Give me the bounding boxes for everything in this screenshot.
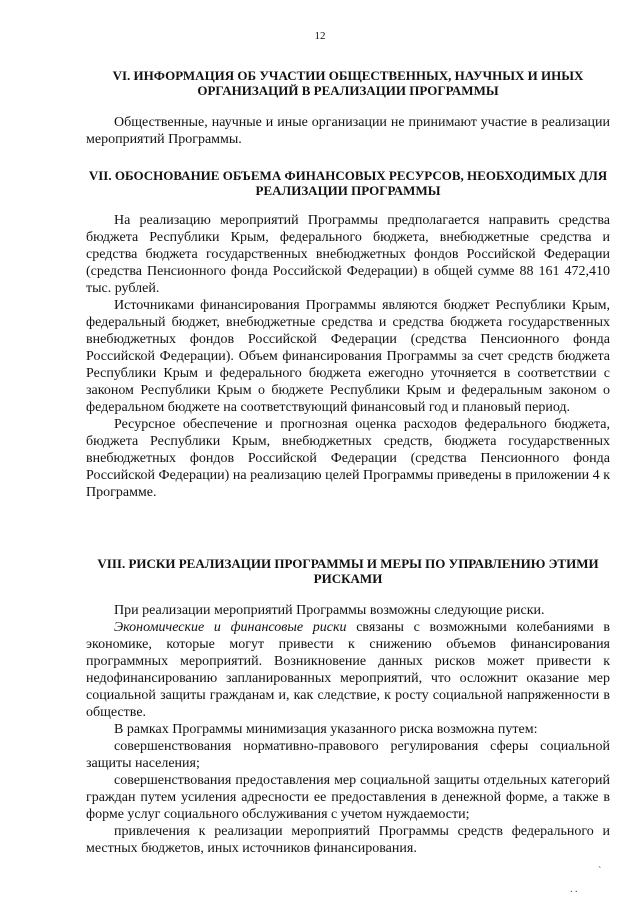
section-7-paragraph-3: Ресурсное обеспечение и прогнозная оценка расходов федерального бюджета, бюджета Республики Крым, внебюджетных средств, бюджета государственных внебюджетных фондов Российской Федерации (средства Пенсионного фонда Российской Федерации) на реализацию целей Программы приведены в приложении 4 к Программе. [86,417,610,500]
risk-description: связаны с возможными колебаниями в экономике, которые могут привести к снижению объемов финансирования программных мероприятий. Возникновение данных рисков может привести к недофинансированию запланированных мероприятий, что осложнит оказание мер социальной защиты гражданам и, как следствие, к росту социальной напряженности в обществе. [86,620,610,720]
section-7-paragraph-1: На реализацию мероприятий Программы предполагается направить средства бюджета Республики Крым, федерального бюджета, внебюджетные средства и средства бюджета государственных внебюджетных фондов Российской Федерации (средства Пенсионного фонда Российской Федерации) в общей сумме 88 161 472,410 тыс. рублей. [86,213,610,296]
section-8-paragraph-4: совершенствования нормативно-правового регулирования сферы социальной защиты населения; [86,739,610,771]
scan-artifact-mark: ˋ [598,866,602,877]
section-8-paragraph-5: совершенствования предоставления мер социальной защиты отдельных категорий граждан путем усиления адресности ее предоставления в денежной форме, а также в форме услуг социального обслуживания с учетом нуждаемости; [86,773,610,822]
section-8-heading: VIII. РИСКИ РЕАЛИЗАЦИИ ПРОГРАММЫ И МЕРЫ ПО УПРАВЛЕНИЮ ЭТИМИ РИСКАМИ [97,556,599,586]
section-7-heading: VII. ОБОСНОВАНИЕ ОБЪЕМА ФИНАНСОВЫХ РЕСУРСОВ, НЕОБХОДИМЫХ ДЛЯ РЕАЛИЗАЦИИ ПРОГРАММЫ [88,168,608,198]
section-8-paragraph-6: привлечения к реализации мероприятий Программы средств федерального и местных бюджетов, иных источников финансирования. [86,824,610,856]
section-7 [86,168,610,501]
section-8-paragraph-3: В рамках Программы минимизация указанного риска возможна путем: [114,722,538,737]
section-8-paragraph-1: При реализации мероприятий Программы возможны следующие риски. [114,603,545,618]
section-8-paragraph-2 [86,619,610,721]
section-7-paragraph-2: Источниками финансирования Программы являются бюджет Республики Крым, федеральный бюджет, внебюджетные средства и средства бюджета государственных внебюджетных фондов Российской Федерации (средства Пенсионного фонда Российской Федерации). Объем финансирования Программы за счет средств бюджета Республики Крым и федерального бюджета ежегодно уточняется в соответствии с законом Республики Крым о бюджете Республики Крым и федеральным законом о федеральном бюджете на соответствующий финансовый год и плановый период. [86,298,610,415]
risk-type-label: Экономические и финансовые риски [114,620,347,635]
page-number: 12 [314,30,326,42]
section-6-heading: VI. ИНФОРМАЦИЯ ОБ УЧАСТИИ ОБЩЕСТВЕННЫХ, НАУЧНЫХ И ИНЫХ ОРГАНИЗАЦИЙ В РЕАЛИЗАЦИИ ПРОГРАММЫ [112,68,584,98]
section-6 [86,68,610,148]
scan-artifact-dots: . . [570,884,578,895]
section-8 [86,556,610,857]
section-6-paragraph: Общественные, научные и иные организации не принимают участие в реализации мероприятий Программы. [86,115,610,147]
